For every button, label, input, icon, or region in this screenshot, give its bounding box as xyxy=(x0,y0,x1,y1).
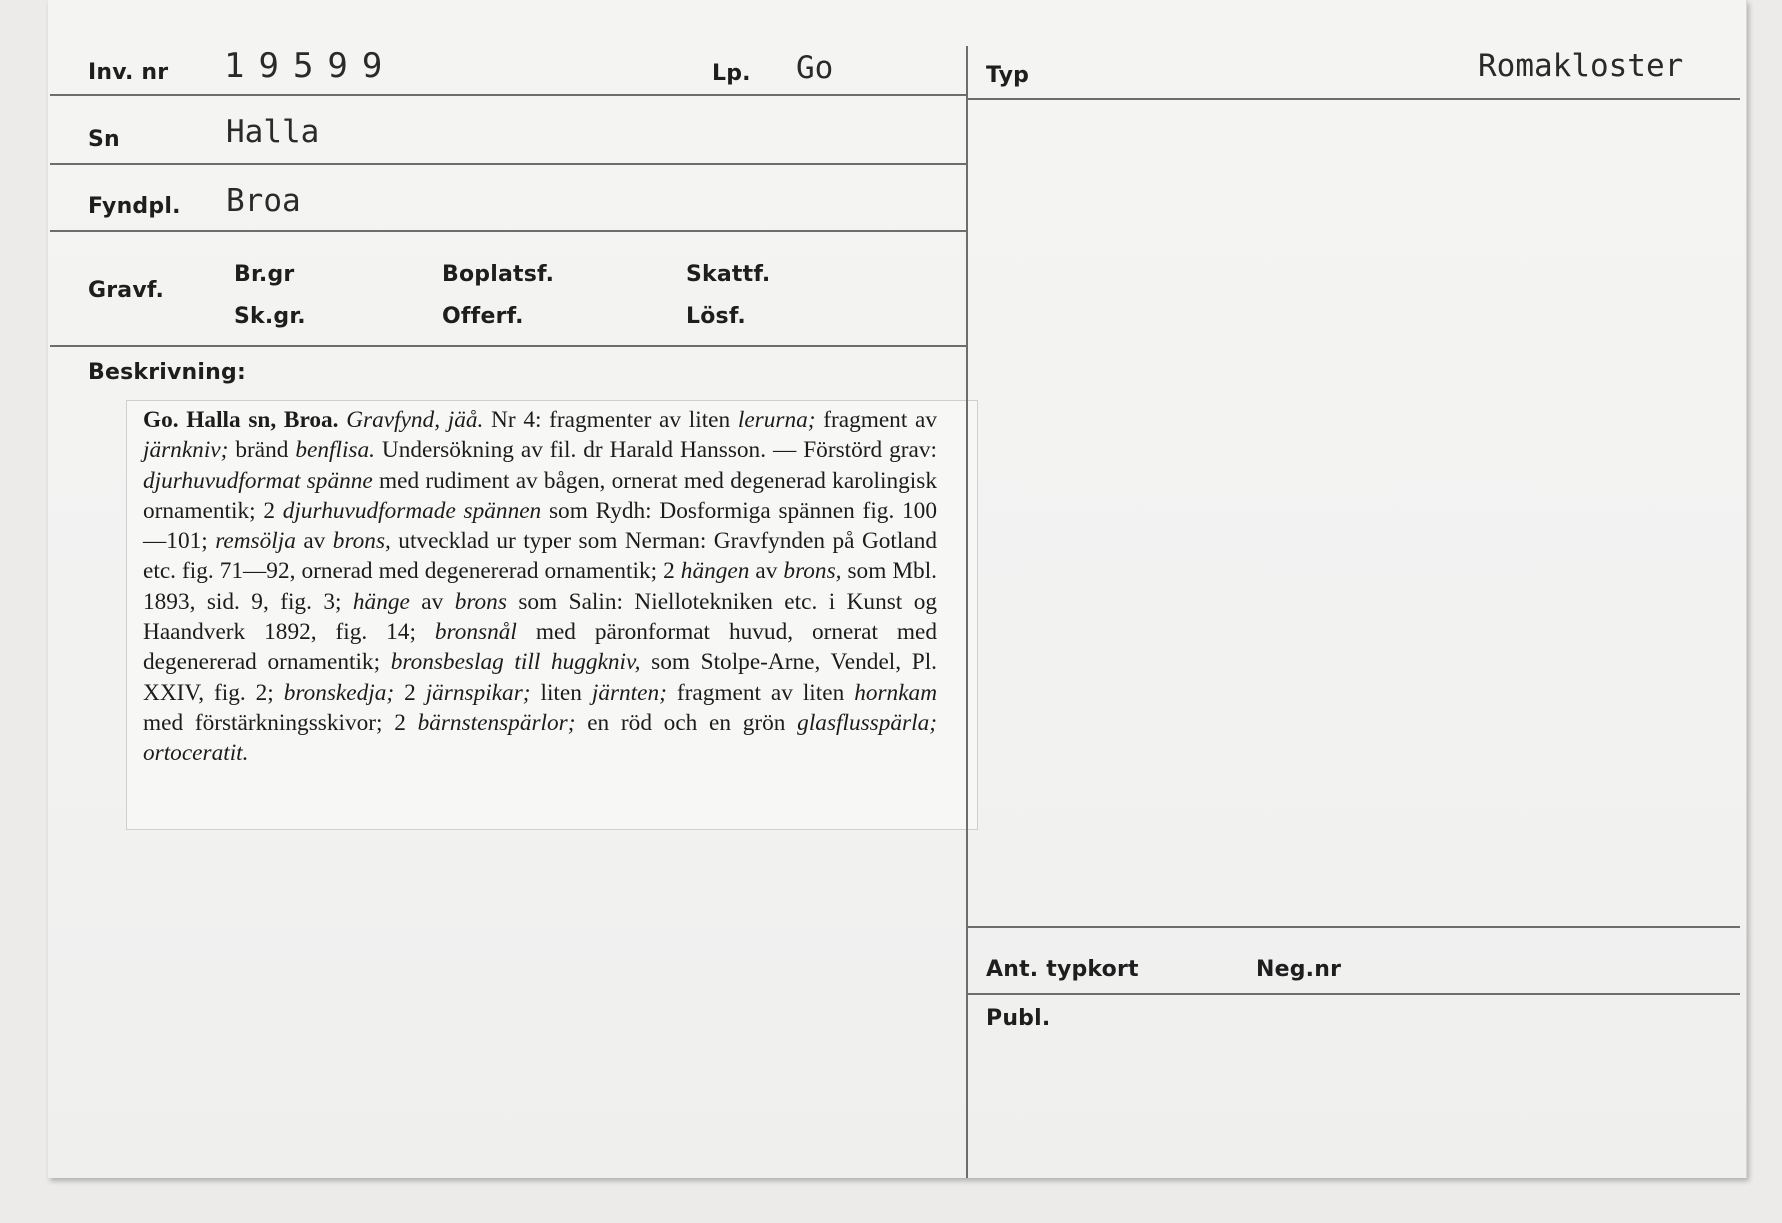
description-segment: remsölja xyxy=(215,528,296,555)
description-segment: med päronformat huvud, ornerat med degenererad ornamentik; xyxy=(143,619,938,676)
description-segment: Gravfynd, jäå. xyxy=(346,407,484,433)
description-segment: Undersökning av fil. dr Harald Hansson. — Förstörd grav: xyxy=(374,437,937,464)
description-segment: med förstärkningsskivor; 2 xyxy=(143,709,418,736)
description-segment: lerurna; xyxy=(737,407,816,433)
description-segment: brons, xyxy=(332,528,391,555)
description-segment: glasflusspärla; ortoceratit. xyxy=(143,709,937,767)
lp-value: Go xyxy=(796,50,834,86)
description-segment: 2 xyxy=(394,679,426,706)
description-segment: bronskedja; xyxy=(283,679,395,706)
ant-typkort-label: Ant. typkort xyxy=(986,957,1139,982)
description-slip xyxy=(126,400,978,830)
description-segment: en röd och en grön xyxy=(575,709,798,736)
description-segment: järnspikar; xyxy=(425,679,531,706)
sn-label: Sn xyxy=(88,127,120,152)
description-segment: Go. Halla sn, Broa. xyxy=(143,407,339,433)
fyndpl-value: Broa xyxy=(226,183,301,219)
divider xyxy=(968,98,1740,100)
typ-value: Romakloster xyxy=(1478,48,1684,84)
divider xyxy=(50,163,966,165)
description-segment: järnten; xyxy=(591,679,667,706)
description-segment: bronsnål xyxy=(434,619,517,646)
brgr-label: Br.gr xyxy=(234,262,295,287)
inv-nr-label: Inv. nr xyxy=(88,60,169,85)
divider xyxy=(50,230,966,232)
fyndpl-label: Fyndpl. xyxy=(88,194,181,219)
publ-label: Publ. xyxy=(986,1006,1051,1031)
description-segment: hängen xyxy=(680,558,750,585)
description-segment: av xyxy=(295,528,333,555)
description-segment: med rudiment av bågen, ornerat med degenerad karolingisk ornamentik; 2 xyxy=(143,467,937,524)
divider xyxy=(968,993,1740,995)
divider xyxy=(50,345,966,347)
description-segment: djurhuvudformade spännen xyxy=(282,497,542,524)
description-segment: av xyxy=(409,588,455,615)
description-segment: liten xyxy=(530,679,592,706)
description-segment: hänge xyxy=(352,588,410,615)
description-segment: utvecklad ur typer som Nerman: Gravfynden på Gotland etc. fig. 71—92, ornerad med degenererad ornamentik; 2 xyxy=(143,528,938,585)
description-segment: järnkniv; xyxy=(143,437,229,464)
description-segment: Nr 4: fragmenter av liten xyxy=(483,407,738,433)
boplatsf-label: Boplatsf. xyxy=(442,262,555,287)
divider xyxy=(50,94,966,96)
losf-label: Lösf. xyxy=(686,304,746,329)
divider xyxy=(968,926,1740,928)
description-segment: som Stolpe-Arne, Vendel, Pl. XXIV, fig. 2; xyxy=(143,649,937,706)
neg-nr-label: Neg.nr xyxy=(1256,957,1342,982)
description-segment: bärnstenspärlor; xyxy=(417,709,576,736)
skattf-label: Skattf. xyxy=(686,262,771,287)
lp-label: Lp. xyxy=(712,61,751,86)
column-divider xyxy=(966,46,968,1178)
description-segment: fragment av xyxy=(815,407,938,433)
description-segment: djurhuvudformat spänne xyxy=(143,467,373,494)
description-segment: brons xyxy=(454,588,507,615)
index-card xyxy=(48,0,1747,1178)
sn-value: Halla xyxy=(226,114,320,150)
beskrivning-label: Beskrivning: xyxy=(88,360,246,385)
description-segment: av xyxy=(749,558,784,585)
gravf-label: Gravf. xyxy=(88,278,165,303)
description-segment: hornkam xyxy=(854,679,938,706)
description-segment: bränd xyxy=(228,437,296,464)
description-text xyxy=(143,405,937,769)
description-segment: benflisa. xyxy=(295,437,375,464)
description-segment: brons, xyxy=(783,558,842,585)
description-segment: fragment av liten xyxy=(666,679,855,706)
inv-nr-value: 19599 xyxy=(224,46,397,86)
typ-label: Typ xyxy=(986,63,1030,88)
description-segment: som Salin: Niellotekniken etc. i Kunst og Haandverk 1892, fig. 14; xyxy=(143,588,937,646)
skgr-label: Sk.gr. xyxy=(234,304,306,329)
description-segment: som Mbl. 1893, sid. 9, fig. 3; xyxy=(143,558,937,615)
description-segment: bronsbeslag till huggkniv, xyxy=(390,649,641,676)
offerf-label: Offerf. xyxy=(442,304,524,329)
description-segment: som Rydh: Dosformiga spännen fig. 100—101; xyxy=(143,497,937,555)
